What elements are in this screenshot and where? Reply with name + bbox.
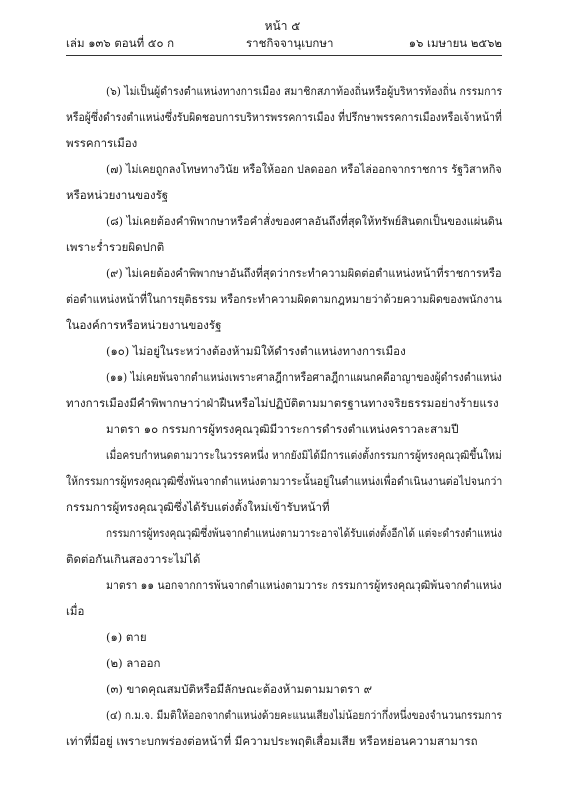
text-line: พรรคการเมือง bbox=[66, 136, 138, 150]
text-line: เพราะร่ำรวยผิดปกติ bbox=[66, 240, 165, 254]
text-line: ต่อตำแหน่งหน้าที่ในการยุติธรรม หรือกระทำความผิดตามกฎหมายว่าด้วยความผิดของพนักงาน bbox=[66, 292, 502, 306]
text-line: (๗) ไม่เคยถูกลงโทษทางวินัย หรือให้ออก ปลดออก หรือไล่ออกจากราชการ รัฐวิสาหกิจ bbox=[106, 162, 502, 176]
list-item: (๒) ลาออก bbox=[106, 656, 161, 670]
publication-name: ราชกิจจานุเบกษา bbox=[246, 36, 334, 50]
text-line: ในองค์การหรือหน่วยงานของรัฐ bbox=[66, 318, 222, 332]
text-line: หรือผู้ซึ่งดำรงตำแหน่งซึ่งรับผิดชอบการบริหารพรรคการเมือง ที่ปรึกษาพรรคการเมืองหรือเจ้าหน้าที่ bbox=[66, 110, 502, 124]
page-number: หน้า ๕ bbox=[264, 19, 301, 33]
text-line: (๘) ไม่เคยต้องคำพิพากษาหรือคำสั่งของศาลอันถึงที่สุดให้ทรัพย์สินตกเป็นของแผ่นดิน bbox=[106, 214, 503, 228]
publication-date: ๑๖ เมษายน ๒๕๖๒ bbox=[408, 36, 502, 50]
section-heading: มาตรา ๑๑ นอกจากการพ้นจากตำแหน่งตามวาระ กรรมการผู้ทรงคุณวุฒิพ้นจากตำแหน่ง bbox=[106, 578, 502, 592]
header-divider bbox=[66, 55, 502, 56]
text-line: กรรมการผู้ทรงคุณวุฒิซึ่งพ้นจากตำแหน่งตามวาระอาจได้รับแต่งตั้งอีกได้ แต่จะดำรงตำแหน่ง bbox=[106, 526, 503, 540]
text-line: หรือหน่วยงานของรัฐ bbox=[66, 188, 169, 202]
list-item: (๔) ก.ม.จ. มีมติให้ออกจากตำแหน่งด้วยคะแนนเสียงไม่น้อยกว่ากึ่งหนึ่งของจำนวนกรรมการ bbox=[106, 708, 503, 722]
text-line: เมื่อครบกำหนดตามวาระในวรรคหนึ่ง หากยังมิได้มีการแต่งตั้งกรรมการผู้ทรงคุณวุฒิขึ้นใหม่ bbox=[106, 448, 502, 462]
text-line: ติดต่อกันเกินสองวาระไม่ได้ bbox=[66, 552, 201, 566]
volume-issue: เล่ม ๑๓๖ ตอนที่ ๕๐ ก bbox=[66, 36, 175, 50]
list-item: (๑) ตาย bbox=[106, 630, 147, 644]
text-line: (๑๑) ไม่เคยพ้นจากตำแหน่งเพราะศาลฎีกาหรือศาลฎีกาแผนกคดีอาญาของผู้ดำรงตำแหน่ง bbox=[106, 370, 502, 384]
section-heading: มาตรา ๑๐ กรรมการผู้ทรงคุณวุฒิมีวาระการดำรงตำแหน่งคราวละสามปี bbox=[106, 422, 459, 436]
text-line: (๑๐) ไม่อยู่ในระหว่างต้องห้ามมิให้ดำรงตำแหน่งทางการเมือง bbox=[106, 344, 406, 358]
text-line: ทางการเมืองมีคำพิพากษาว่าฝ่าฝืนหรือไม่ปฏิบัติตามมาตรฐานทางจริยธรรมอย่างร้ายแรง bbox=[66, 396, 499, 410]
text-line: เท่าที่มีอยู่ เพราะบกพร่องต่อหน้าที่ มีความประพฤติเสื่อมเสีย หรือหย่อนความสามารถ bbox=[66, 734, 478, 748]
text-line: ให้กรรมการผู้ทรงคุณวุฒิซึ่งพ้นจากตำแหน่งตามวาระนั้นอยู่ในตำแหน่งเพื่อดำเนินงานต่อไปจนกว่า bbox=[66, 474, 503, 488]
list-item: (๓) ขาดคุณสมบัติหรือมีลักษณะต้องห้ามตามมาตรา ๙ bbox=[106, 682, 373, 696]
text-line: (๙) ไม่เคยต้องคำพิพากษาอันถึงที่สุดว่ากระทำความผิดต่อตำแหน่งหน้าที่ราชการหรือ bbox=[106, 266, 502, 280]
text-line: (๖) ไม่เป็นผู้ดำรงตำแหน่งทางการเมือง สมาชิกสภาท้องถิ่นหรือผู้บริหารท้องถิ่น กรรมการ bbox=[106, 84, 503, 98]
text-line: กรรมการผู้ทรงคุณวุฒิซึ่งได้รับแต่งตั้งใหม่เข้ารับหน้าที่ bbox=[66, 500, 330, 514]
gazette-header bbox=[66, 35, 502, 51]
text-line: เมื่อ bbox=[66, 604, 85, 618]
